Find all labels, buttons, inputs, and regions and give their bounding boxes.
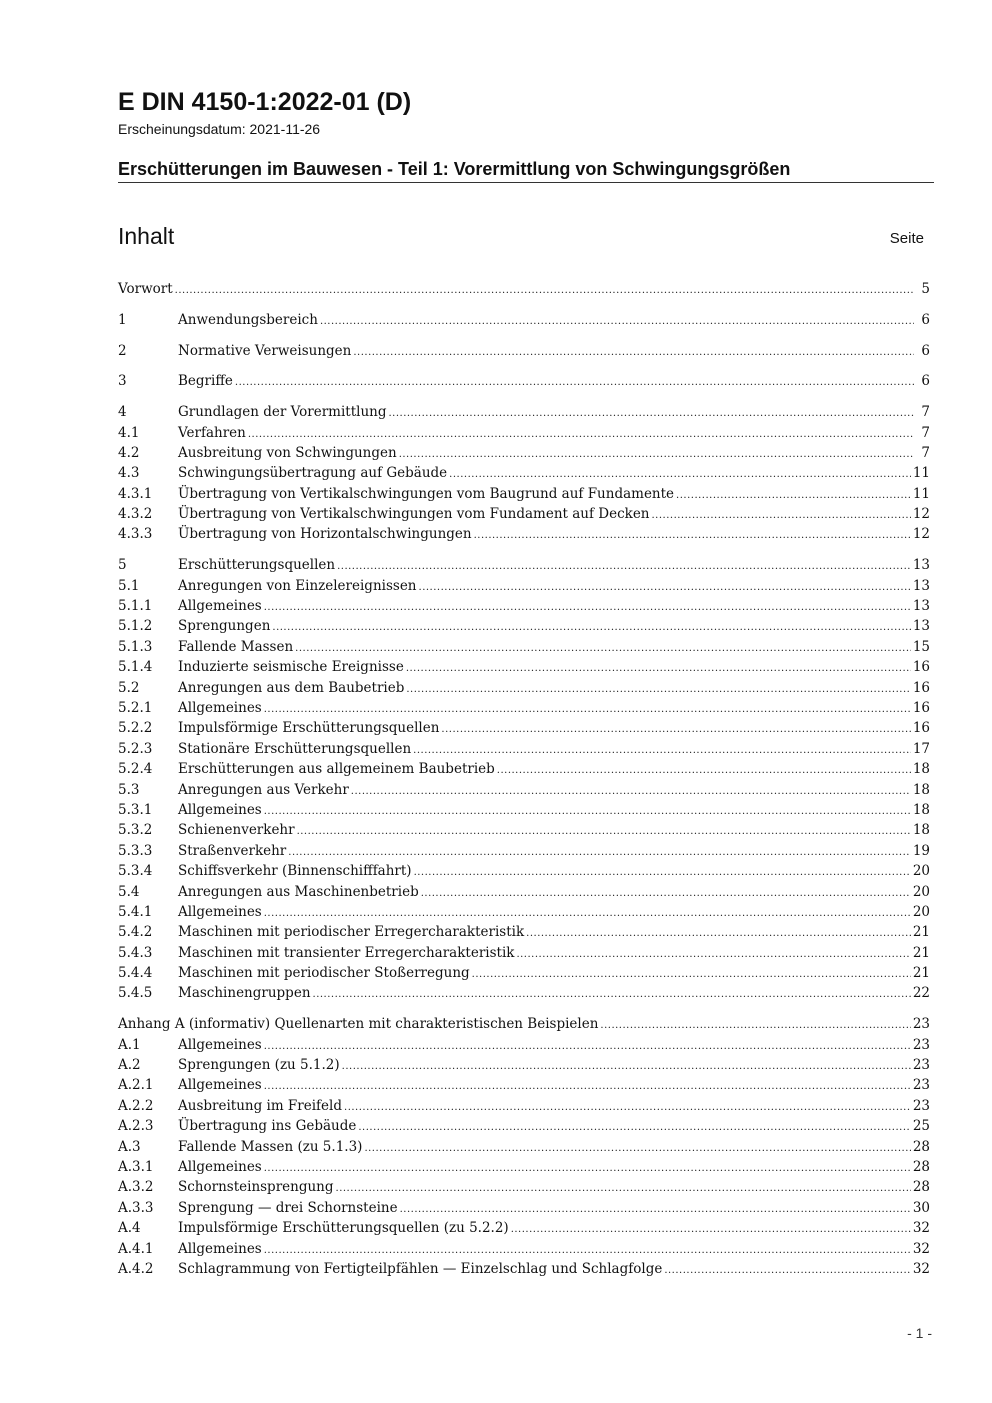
- toc-entry-number: 5.4.5: [118, 985, 153, 1002]
- toc-entry-page: 28: [912, 1158, 930, 1175]
- toc-leader-dots: [353, 347, 914, 358]
- toc-leader-dots: [399, 449, 914, 460]
- toc-entry[interactable]: [118, 1077, 930, 1097]
- toc-entry-label: Grundlagen der Vorermittlung: [178, 404, 387, 421]
- toc-entry-page: 18: [912, 781, 930, 798]
- toc-entry-number: 5.4.2: [118, 924, 153, 941]
- toc-leader-dots: [235, 377, 914, 388]
- toc-entry-number: A.2: [118, 1057, 141, 1074]
- toc-leader-dots: [441, 724, 910, 735]
- toc-entry-page: 5: [921, 281, 930, 297]
- toc-entry[interactable]: [118, 445, 930, 465]
- toc-entry[interactable]: [118, 1098, 930, 1118]
- toc-entry-page: 20: [912, 863, 930, 880]
- toc-entry-label: Übertragung von Vertikalschwingungen vom Fundament auf Decken: [178, 506, 650, 523]
- toc-entry-page: 23: [912, 1097, 930, 1114]
- toc-entry-label: Induzierte seismische Ereignisse: [178, 659, 404, 676]
- toc-leader-dots: [406, 684, 910, 695]
- document-id: E DIN 4150-1:2022-01 (D): [118, 88, 412, 116]
- toc-entry-label: Sprengung — drei Schornsteine: [178, 1199, 398, 1216]
- toc-entry-label: Stationäre Erschütterungsquellen: [178, 740, 412, 757]
- toc-entry[interactable]: [118, 618, 930, 638]
- toc-entry[interactable]: [118, 843, 930, 863]
- toc-entry-number: A.2.3: [118, 1118, 154, 1135]
- toc-entry[interactable]: [118, 904, 930, 924]
- toc-entry[interactable]: [118, 782, 930, 802]
- toc-leader-dots: [664, 1265, 910, 1276]
- toc-leader-dots: [320, 316, 914, 327]
- toc-leader-dots: [344, 1102, 911, 1113]
- toc-entry-number: A.2.1: [118, 1077, 154, 1094]
- toc-entry-number: 4.3.1: [118, 485, 153, 502]
- toc-leader-dots: [419, 582, 911, 593]
- toc-entry-label: Begriffe: [178, 373, 233, 390]
- toc-entry-number: 5.2.1: [118, 699, 153, 716]
- toc-entry-label: Anregungen aus Maschinenbetrieb: [178, 883, 419, 900]
- toc-entry-page: 32: [912, 1220, 930, 1237]
- toc-entry[interactable]: [118, 1241, 930, 1261]
- toc-entry[interactable]: [118, 578, 930, 598]
- toc-entry-page: 19: [912, 842, 930, 859]
- footer-page-number: - 1 -: [907, 1325, 932, 1341]
- toc-entry-label: Erschütterungsquellen: [178, 557, 336, 574]
- toc-entry-number: 1: [118, 311, 127, 328]
- toc-entry[interactable]: [118, 863, 930, 883]
- toc-entry-page: 17: [912, 740, 930, 757]
- toc-entry-page: 12: [912, 506, 930, 523]
- toc-leader-dots: [413, 745, 911, 756]
- toc-entry-label: Allgemeines: [178, 1240, 262, 1257]
- title-rule: [118, 182, 934, 183]
- toc-entry[interactable]: [118, 465, 930, 485]
- table-of-contents: [118, 281, 930, 1281]
- toc-entry-number: 5.4.4: [118, 965, 153, 982]
- toc-entry[interactable]: [118, 425, 930, 445]
- toc-entry[interactable]: [118, 1261, 930, 1281]
- toc-entry-number: 5.4.1: [118, 903, 153, 920]
- toc-leader-dots: [175, 285, 914, 296]
- toc-entry-page: 16: [912, 699, 930, 716]
- toc-entry[interactable]: [118, 373, 930, 393]
- toc-entry-number: 5.2: [118, 679, 140, 696]
- toc-entry[interactable]: [118, 924, 930, 944]
- toc-entry-label: Allgemeines: [178, 1158, 262, 1175]
- toc-entry-number: A.3.1: [118, 1158, 154, 1175]
- toc-leader-dots: [388, 408, 914, 419]
- toc-leader-dots: [337, 561, 911, 572]
- toc-leader-dots: [421, 888, 911, 899]
- toc-entry[interactable]: [118, 761, 930, 781]
- toc-entry-label: Allgemeines: [178, 699, 262, 716]
- toc-entry-page: 23: [912, 1077, 930, 1094]
- toc-entry-number: 4.3: [118, 465, 140, 482]
- toc-entry-number: A.3.2: [118, 1179, 154, 1196]
- toc-leader-dots: [264, 1041, 911, 1052]
- toc-entry-number: A.4.2: [118, 1260, 154, 1277]
- toc-entry-number: 5.4.3: [118, 944, 153, 961]
- toc-entry[interactable]: [118, 486, 930, 506]
- toc-entry-number: 5.1.2: [118, 618, 153, 635]
- toc-entry-page: 7: [921, 444, 930, 461]
- toc-entry[interactable]: [118, 1159, 930, 1179]
- toc-entry-number: 5.1: [118, 577, 140, 594]
- toc-entry-number: 4.3.3: [118, 526, 153, 543]
- toc-entry-page: 15: [912, 638, 930, 655]
- toc-entry-label: Straßenverkehr: [178, 842, 287, 859]
- toc-entry[interactable]: [118, 945, 930, 965]
- toc-leader-dots: [264, 1245, 911, 1256]
- toc-entry[interactable]: [118, 598, 930, 618]
- toc-entry-label: Anhang A (informativ) Quellenarten mit charakteristischen Beispielen: [118, 1016, 599, 1033]
- publication-date: Erscheinungsdatum: 2021-11-26: [118, 121, 321, 137]
- document-title: Erschütterungen im Bauwesen - Teil 1: Vorermittlung von Schwingungsgrößen: [118, 159, 791, 179]
- toc-entry[interactable]: [118, 557, 930, 577]
- toc-entry-page: 28: [912, 1138, 930, 1155]
- toc-entry-number: A.3: [118, 1138, 141, 1155]
- toc-entry-number: 5.3: [118, 781, 140, 798]
- toc-heading: Inhalt: [118, 223, 175, 249]
- toc-entry-label: Ausbreitung im Freifeld: [178, 1097, 343, 1114]
- toc-entry-number: 5.2.3: [118, 740, 153, 757]
- toc-entry-page: 16: [912, 679, 930, 696]
- toc-leader-dots: [400, 1204, 911, 1215]
- toc-entry-number: A.1: [118, 1036, 141, 1053]
- toc-entry-label: Übertragung ins Gebäude: [178, 1118, 357, 1135]
- toc-entry-page: 7: [921, 404, 930, 421]
- toc-entry-label: Impulsförmige Erschütterungsquellen (zu 5.2.2): [178, 1220, 509, 1237]
- toc-leader-dots: [297, 826, 911, 837]
- toc-entry-page: 21: [912, 924, 930, 941]
- toc-entry-page: 6: [921, 311, 930, 328]
- toc-entry[interactable]: [118, 343, 930, 363]
- toc-entry-label: Sprengungen (zu 5.1.2): [178, 1057, 340, 1074]
- toc-entry[interactable]: [118, 281, 930, 301]
- toc-entry-number: A.4: [118, 1220, 141, 1237]
- toc-entry[interactable]: [118, 1139, 930, 1159]
- toc-entry-page: 23: [912, 1016, 930, 1033]
- page-column-label: Seite: [889, 230, 924, 247]
- toc-entry-page: 13: [912, 557, 930, 574]
- toc-entry[interactable]: [118, 700, 930, 720]
- toc-leader-dots: [264, 1163, 911, 1174]
- toc-entry-number: 5.3.3: [118, 842, 153, 859]
- toc-leader-dots: [472, 969, 911, 980]
- toc-leader-dots: [264, 806, 911, 817]
- toc-entry-page: 13: [912, 577, 930, 594]
- toc-entry-label: Erschütterungen aus allgemeinem Baubetrieb: [178, 761, 495, 778]
- toc-entry[interactable]: [118, 680, 930, 700]
- toc-leader-dots: [272, 622, 910, 633]
- toc-entry-label: Schornsteinsprengung: [178, 1179, 334, 1196]
- toc-entry[interactable]: [118, 1037, 930, 1057]
- toc-entry-page: 11: [912, 485, 930, 502]
- toc-entry-label: Schwingungsübertragung auf Gebäude: [178, 465, 448, 482]
- toc-entry-page: 28: [912, 1179, 930, 1196]
- toc-entry-page: 18: [912, 801, 930, 818]
- toc-entry[interactable]: [118, 884, 930, 904]
- toc-entry-page: 20: [912, 903, 930, 920]
- toc-entry[interactable]: [118, 1118, 930, 1138]
- toc-leader-dots: [295, 643, 911, 654]
- toc-entry-number: 5.1.1: [118, 598, 153, 615]
- toc-entry[interactable]: [118, 1057, 930, 1077]
- toc-entry[interactable]: [118, 1179, 930, 1199]
- toc-entry-page: 13: [912, 618, 930, 635]
- toc-leader-dots: [288, 847, 911, 858]
- toc-entry-label: Schlagrammung von Fertigteilpfählen — Einzelschlag und Schlagfolge: [178, 1260, 663, 1277]
- toc-entry-page: 18: [912, 822, 930, 839]
- toc-entry-label: Maschinengruppen: [178, 985, 311, 1002]
- toc-entry[interactable]: [118, 404, 930, 424]
- toc-entry-label: Schiffsverkehr (Binnenschifffahrt): [178, 863, 412, 880]
- toc-entry-label: Vorwort: [118, 281, 173, 297]
- toc-entry-page: 25: [912, 1118, 930, 1135]
- toc-entry-label: Allgemeines: [178, 1036, 262, 1053]
- toc-entry[interactable]: [118, 506, 930, 526]
- toc-entry[interactable]: [118, 741, 930, 761]
- toc-entry[interactable]: [118, 1200, 930, 1220]
- toc-entry-page: 21: [912, 944, 930, 961]
- toc-entry-page: 23: [912, 1036, 930, 1053]
- toc-entry-number: 5.2.2: [118, 720, 153, 737]
- toc-entry-page: 13: [912, 598, 930, 615]
- toc-entry-page: 6: [921, 342, 930, 359]
- toc-entry-label: Ausbreitung von Schwingungen: [178, 444, 397, 461]
- toc-entry-number: 5.4: [118, 883, 140, 900]
- toc-leader-dots: [676, 490, 911, 501]
- toc-entry-label: Anregungen aus dem Baubetrieb: [178, 679, 405, 696]
- toc-leader-dots: [516, 949, 910, 960]
- toc-entry-page: 18: [912, 761, 930, 778]
- toc-leader-dots: [358, 1122, 910, 1133]
- toc-entry-label: Impulsförmige Erschütterungsquellen: [178, 720, 440, 737]
- toc-entry-page: 11: [912, 465, 930, 482]
- toc-leader-dots: [497, 765, 911, 776]
- toc-entry-number: 2: [118, 342, 127, 359]
- toc-entry[interactable]: [118, 822, 930, 842]
- toc-entry-number: 4: [118, 404, 127, 421]
- toc-entry-label: Allgemeines: [178, 801, 262, 818]
- toc-entry-number: 3: [118, 373, 127, 390]
- toc-entry[interactable]: [118, 965, 930, 985]
- toc-entry-page: 32: [912, 1240, 930, 1257]
- toc-entry[interactable]: [118, 985, 930, 1005]
- toc-leader-dots: [364, 1143, 910, 1154]
- toc-leader-dots: [264, 602, 911, 613]
- toc-entry-label: Maschinen mit transienter Erregercharakteristik: [178, 944, 515, 961]
- toc-entry-number: A.3.3: [118, 1199, 154, 1216]
- toc-entry[interactable]: [118, 720, 930, 740]
- toc-leader-dots: [474, 530, 911, 541]
- toc-entry-page: 21: [912, 965, 930, 982]
- toc-entry-page: 20: [912, 883, 930, 900]
- toc-entry-label: Schienenverkehr: [178, 822, 295, 839]
- toc-entry-label: Anregungen aus Verkehr: [178, 781, 349, 798]
- toc-leader-dots: [406, 663, 911, 674]
- toc-entry-number: 4.3.2: [118, 506, 153, 523]
- toc-entry-page: 6: [921, 373, 930, 390]
- toc-leader-dots: [526, 928, 911, 939]
- toc-entry-page: 16: [912, 659, 930, 676]
- toc-entry[interactable]: [118, 639, 930, 659]
- toc-entry-number: 5.3.1: [118, 801, 153, 818]
- toc-entry-number: 5: [118, 557, 127, 574]
- toc-entry-number: A.4.1: [118, 1240, 154, 1257]
- toc-entry[interactable]: [118, 802, 930, 822]
- toc-entry-number: 5.3.2: [118, 822, 153, 839]
- toc-entry-label: Allgemeines: [178, 598, 262, 615]
- toc-entry-label: Übertragung von Horizontalschwingungen: [178, 526, 472, 543]
- toc-entry-page: 12: [912, 526, 930, 543]
- toc-leader-dots: [351, 786, 911, 797]
- toc-entry-page: 32: [912, 1260, 930, 1277]
- toc-entry-page: 23: [912, 1057, 930, 1074]
- toc-entry-label: Allgemeines: [178, 1077, 262, 1094]
- toc-entry[interactable]: [118, 1016, 930, 1036]
- toc-entry-number: 5.1.3: [118, 638, 153, 655]
- toc-entry-label: Anregungen von Einzelereignissen: [178, 577, 417, 594]
- toc-leader-dots: [248, 429, 914, 440]
- toc-entry-label: Verfahren: [178, 424, 246, 441]
- toc-entry-number: 5.3.4: [118, 863, 153, 880]
- toc-leader-dots: [342, 1061, 911, 1072]
- toc-entry-page: 30: [912, 1199, 930, 1216]
- toc-entry-label: Normative Verweisungen: [178, 342, 352, 359]
- toc-entry-label: Sprengungen: [178, 618, 271, 635]
- toc-leader-dots: [313, 989, 911, 1000]
- toc-entry[interactable]: [118, 1220, 930, 1240]
- toc-leader-dots: [652, 510, 911, 521]
- toc-entry-page: 22: [912, 985, 930, 1002]
- toc-entry-label: Maschinen mit periodischer Erregercharakteristik: [178, 924, 525, 941]
- toc-entry[interactable]: [118, 526, 930, 546]
- toc-entry-page: 7: [921, 424, 930, 441]
- toc-leader-dots: [511, 1224, 911, 1235]
- toc-entry-number: 4.2: [118, 444, 140, 461]
- toc-leader-dots: [264, 908, 911, 919]
- toc-entry-number: 4.1: [118, 424, 140, 441]
- toc-entry[interactable]: [118, 659, 930, 679]
- toc-entry-label: Übertragung von Vertikalschwingungen vom Baugrund auf Fundamente: [178, 485, 675, 502]
- toc-leader-dots: [264, 1081, 911, 1092]
- toc-entry-label: Anwendungsbereich: [178, 311, 318, 328]
- toc-entry-page: 16: [912, 720, 930, 737]
- toc-entry-label: Fallende Massen: [178, 638, 294, 655]
- toc-leader-dots: [414, 867, 911, 878]
- toc-entry-number: A.2.2: [118, 1097, 154, 1114]
- toc-entry-label: Fallende Massen (zu 5.1.3): [178, 1138, 363, 1155]
- toc-leader-dots: [264, 704, 911, 715]
- toc-entry-label: Maschinen mit periodischer Stoßerregung: [178, 965, 470, 982]
- toc-entry-label: Allgemeines: [178, 903, 262, 920]
- toc-entry[interactable]: [118, 312, 930, 332]
- toc-leader-dots: [336, 1183, 911, 1194]
- toc-leader-dots: [449, 469, 911, 480]
- toc-leader-dots: [600, 1020, 910, 1031]
- toc-entry-number: 5.2.4: [118, 761, 153, 778]
- toc-entry-number: 5.1.4: [118, 659, 153, 676]
